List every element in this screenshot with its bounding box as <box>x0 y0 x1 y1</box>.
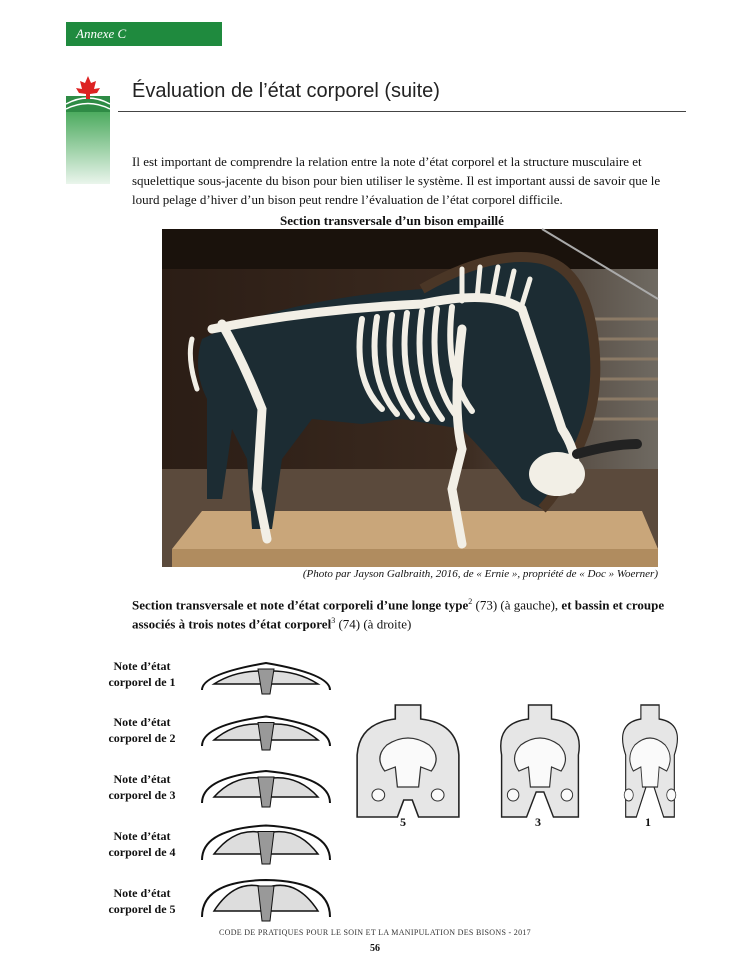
figure-caption-normal-b: (74) (à droite) <box>335 616 412 632</box>
score-label-line1: Note d’état <box>113 886 171 900</box>
photo-caption: Section transversale d’un bison empaillé <box>280 213 504 228</box>
score-label-line2: corporel de 2 <box>108 731 176 745</box>
body-condition-row-4 <box>92 820 352 872</box>
score-label <box>92 658 192 690</box>
pelvis-score-label: 5 <box>400 815 406 829</box>
score-label-line2: corporel de 5 <box>108 902 176 916</box>
footnote-ref-3: 3 <box>331 616 336 626</box>
body-condition-row-1 <box>92 650 352 702</box>
page-number: 56 <box>370 943 380 954</box>
pelvis-score-label: 3 <box>535 815 541 829</box>
loin-cross-section-icon <box>196 877 336 929</box>
pelvis-score-5-icon <box>355 705 461 817</box>
pelvis-score-1-icon <box>612 705 688 817</box>
title-divider <box>118 111 686 112</box>
footnote-ref-2: 2 <box>468 597 473 606</box>
footer-text: CODE DE PRATIQUES POUR LE SOIN ET LA MANIPULATION DES BISONS - 2017 <box>219 928 531 937</box>
score-label <box>92 828 192 860</box>
score-label-line1: Note d’état <box>113 715 171 729</box>
page-title: Évaluation de l’état corporel (suite) <box>132 80 440 102</box>
score-label <box>92 714 192 746</box>
score-label-line1: Note d’état <box>113 772 171 786</box>
score-label <box>92 771 192 803</box>
pelvis-score-label: 1 <box>645 815 651 829</box>
score-label <box>92 885 192 917</box>
figure-caption-bold-a: Section transversale et note d’état corporeli d’une longe type <box>132 597 469 613</box>
figure-caption <box>132 594 692 632</box>
score-label-line2: corporel de 1 <box>108 675 176 689</box>
photo-credit: (Photo par Jayson Galbraith, 2016, de « Ernie », propriété de « Doc » Woerner) <box>302 568 658 580</box>
score-label-line1: Note d’état <box>113 659 171 673</box>
body-condition-row-2 <box>92 706 352 758</box>
body-condition-row-3 <box>92 763 352 815</box>
loin-cross-section-icon <box>196 763 336 815</box>
annex-tab: Annexe C <box>66 22 222 46</box>
intro-paragraph: Il est important de comprendre la relation entre la note d’état corporel et la structure musculaire et squelettique sous-jacente du bison pour bien utiliser le système. Il est important aussi de savoir que le lourd pelage d’hiver d’un bison peut rendre l’évaluation de l’état corporel difficile. <box>132 154 661 207</box>
body-condition-row-5 <box>92 877 352 929</box>
figure-caption-bold-b: et bassin et croupe associés à trois notes d’état corporel <box>132 597 665 632</box>
loin-cross-section-icon <box>196 820 336 872</box>
bison-skeleton-photo <box>162 229 658 567</box>
maple-leaf-logo <box>66 74 110 184</box>
loin-cross-section-icon <box>196 650 336 702</box>
score-label-line2: corporel de 3 <box>108 788 176 802</box>
maple-leaf-icon <box>66 74 110 114</box>
pelvis-score-3-icon <box>492 705 588 817</box>
figure-caption-normal-a: (73) (à gauche), <box>472 597 562 613</box>
score-label-line2: corporel de 4 <box>108 845 176 859</box>
score-label-line1: Note d’état <box>113 829 171 843</box>
loin-cross-section-icon <box>196 706 336 758</box>
